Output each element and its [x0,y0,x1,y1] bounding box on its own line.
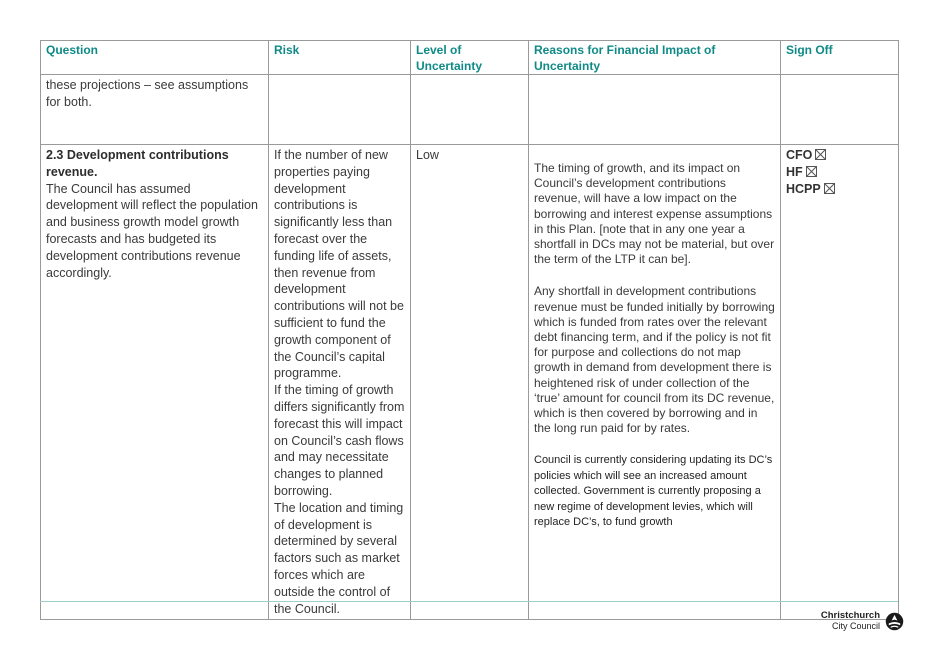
signoff-hcpp-label: HCPP [786,182,821,196]
header-risk: Risk [269,41,411,75]
logo-line-2: City Council [831,621,880,631]
signoff-hcpp [786,181,893,198]
level-value: Low [416,148,439,162]
level-cell [411,145,529,620]
checked-box-icon [824,183,835,194]
continuation-reason-cell [529,75,781,145]
continuation-level-cell [411,75,529,145]
header-level-of-uncertainty: Level of Uncertainty [411,41,529,75]
logo-line-1: Christchurch [820,610,880,621]
table-row [41,145,899,620]
logo-text [821,611,880,631]
header-sign-off: Sign Off [781,41,899,75]
question-cell [41,145,269,620]
risk-cell [269,145,411,620]
question-body: The Council has assumed development will reflect the population and business growth model growth forecasts and has budgeted its development contributions revenue accordingly. [46,181,258,280]
header-question: Question [41,41,269,75]
signoff-cell [781,145,899,620]
reason-paragraph-1: The timing of growth, and its impact on Council’s development contributions revenue, will have a low impact on the borrowing and interest expense assumptions in this Plan. [note that in any one year a shortfall in DCs may not be material, but over the term of the LTP it can be]. [534,161,775,267]
continuation-question-text: these projections – see assumptions for both. [46,78,249,109]
signoff-hf-label: HF [786,165,803,179]
signoff-cfo [786,147,893,164]
continuation-question-cell [41,75,269,145]
continuation-risk-cell [269,75,411,145]
checked-box-icon [806,166,817,177]
header-reasons: Reasons for Financial Impact of Uncertainty [529,41,781,75]
table-row [41,75,899,145]
reason-paragraph-3: Council is currently considering updating its DC’s policies which will see an increased amount collected. Government is currently proposing a new regime of development levies, which will replace DC’s, to fund growth [534,454,773,529]
checked-box-icon [815,149,826,160]
reason-cell [529,145,781,620]
uncertainty-table [40,40,899,620]
continuation-signoff-cell [781,75,899,145]
risk-paragraph-1: If the number of new properties paying development contributions is significantly less than forecast over the funding life of assets, then revenue from development contributions will not be sufficient to fund the growth component of the Council’s capital programme. [274,148,404,381]
question-title: 2.3 Development contributions revenue. [46,148,229,179]
signoff-hf [786,164,893,181]
reason-paragraph-2: Any shortfall in development contributions revenue must be funded initially by borrowing which is funded from rates over the relevant debt financing term, and if the policy is not fit for purpose and collections do not map growth in demand from development there is heightened risk of under collection of the ‘true’ amount for council from its DC revenue, which is then covered by borrowing and in the long run paid for by rates. [534,284,775,436]
signoff-cfo-label: CFO [786,148,813,162]
christchurch-logo [818,611,908,633]
footer-divider [40,601,898,602]
risk-paragraph-3: The location and timing of development is determined by several factors such as market forces which are outside the control of the Council. [274,500,404,616]
risk-paragraph-2: If the timing of growth differs significantly from forecast this will impact on Council’s cash flows and may necessitate changes to planned borrowing. [274,383,405,498]
council-emblem-icon [885,612,904,631]
table-header-row [41,41,899,75]
